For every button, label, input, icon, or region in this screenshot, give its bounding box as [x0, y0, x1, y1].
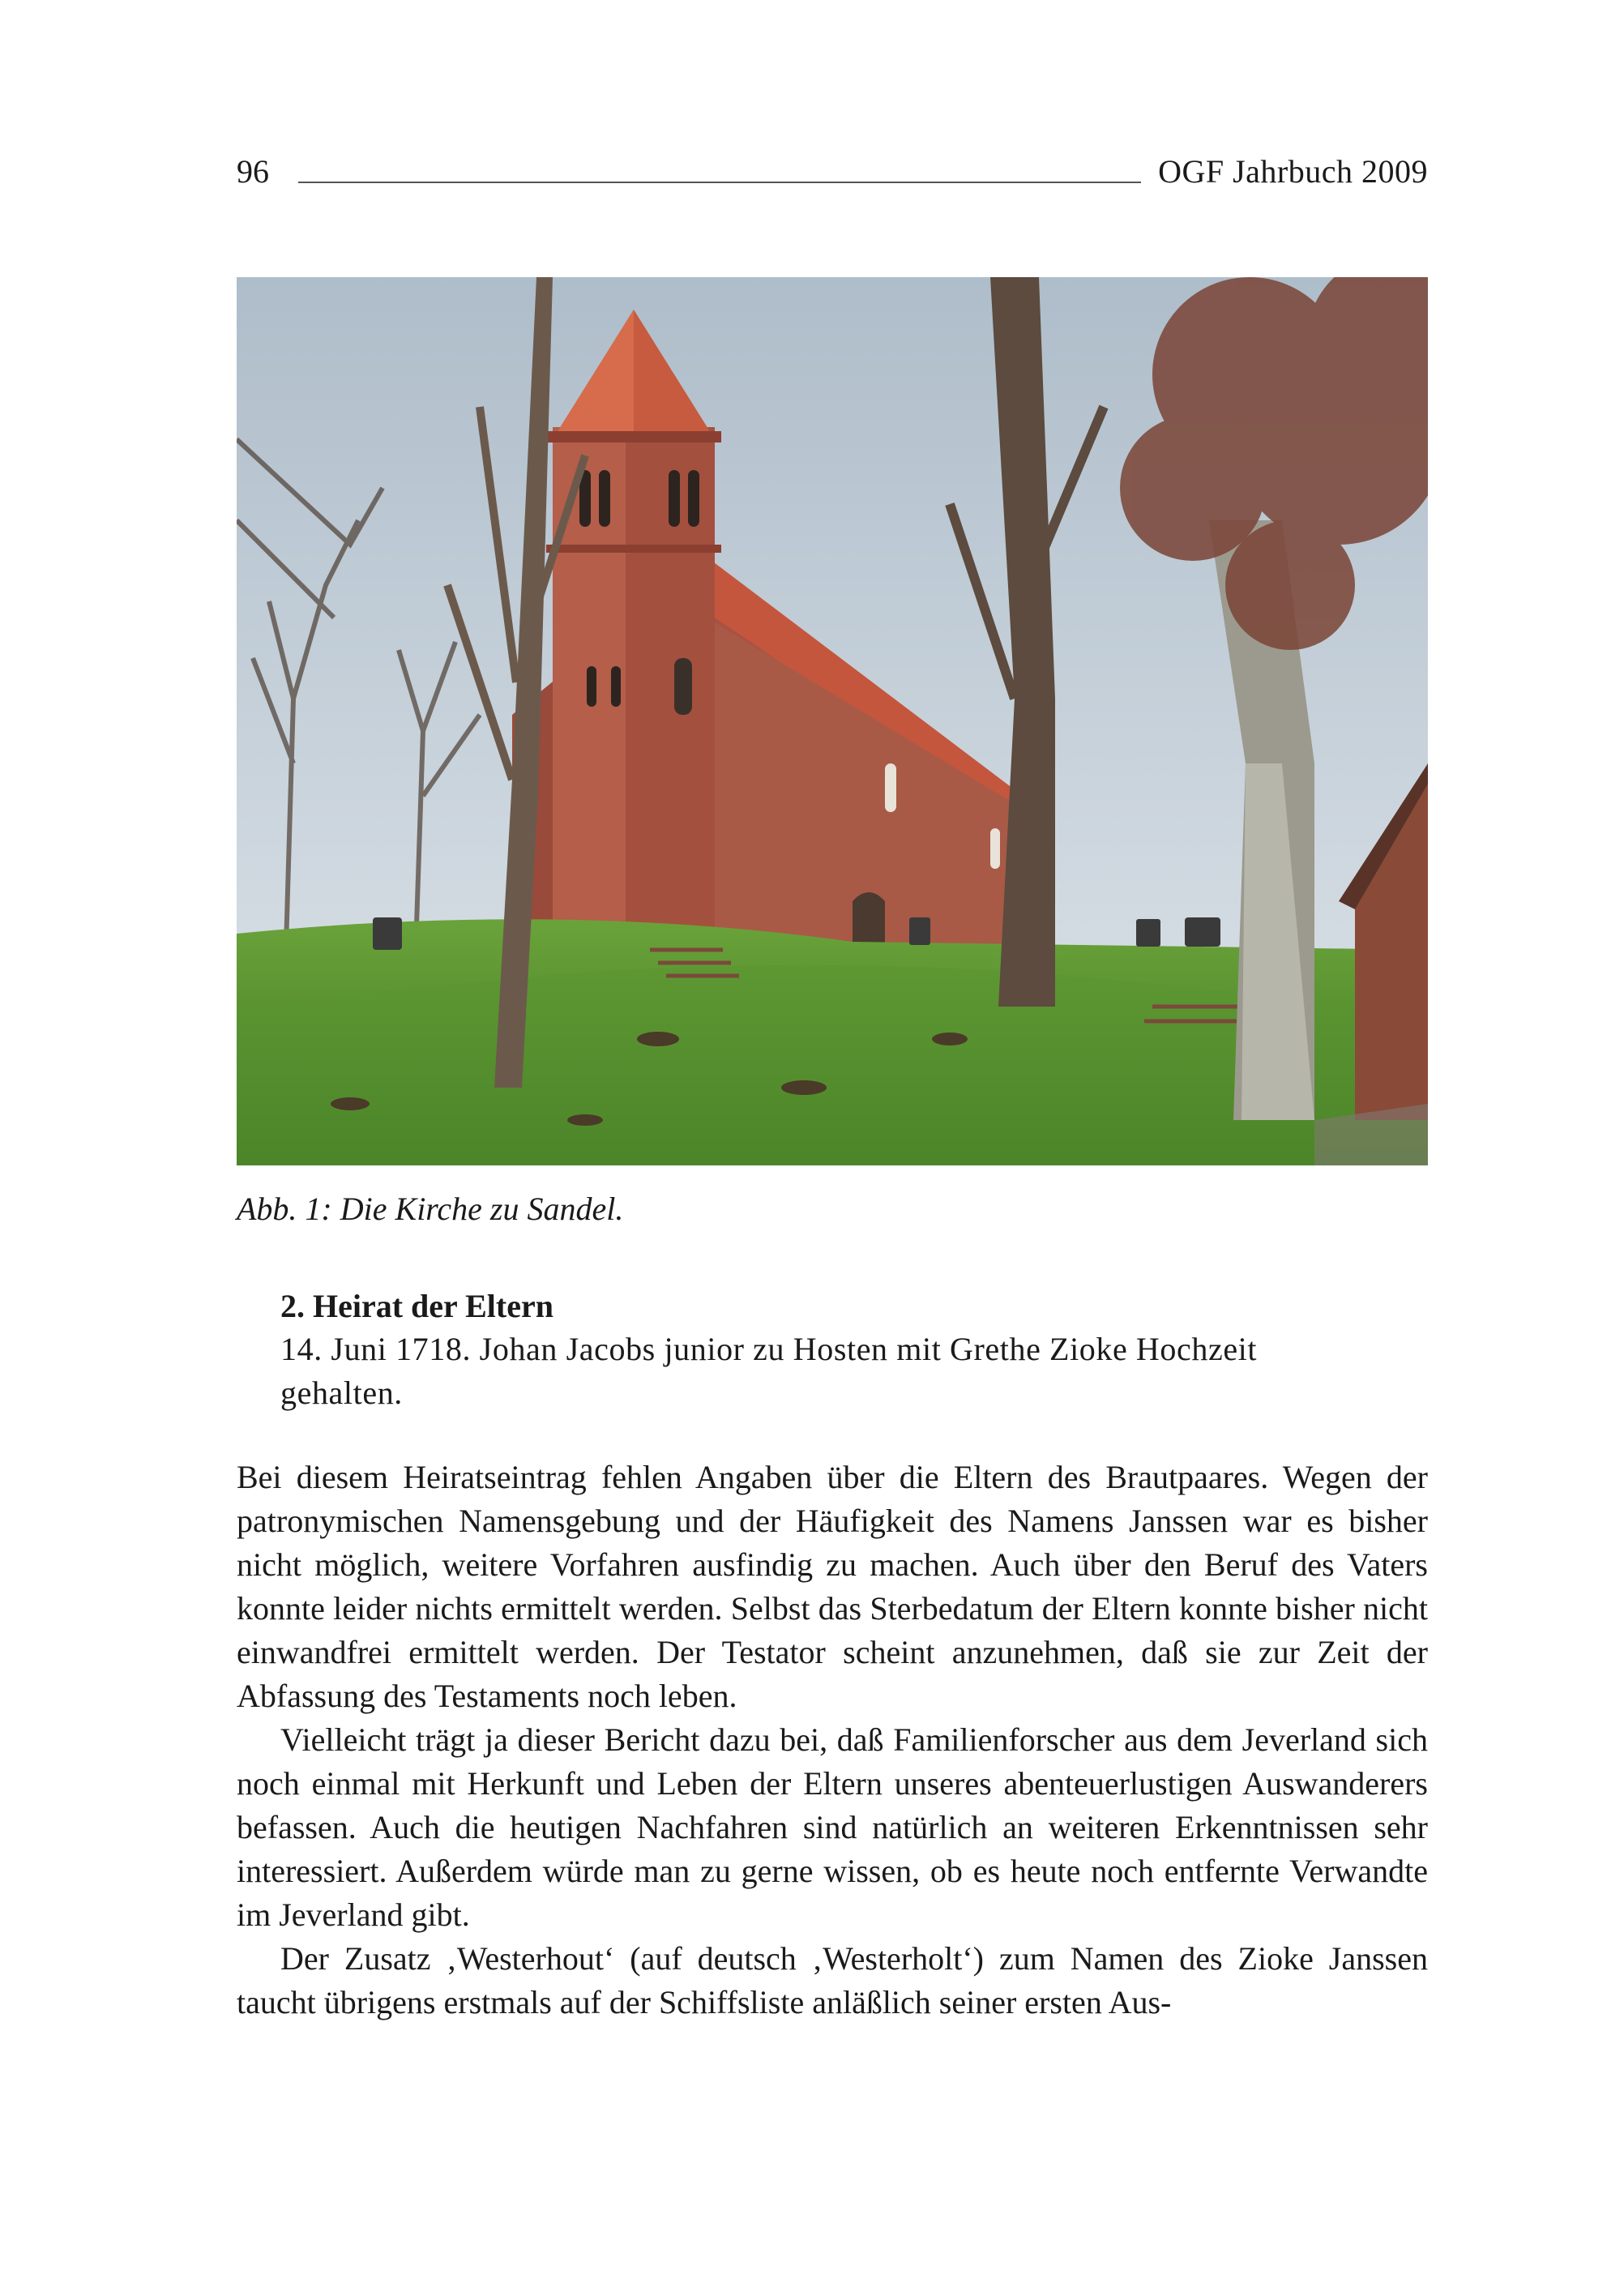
running-title: OGF Jahrbuch 2009	[1158, 153, 1428, 190]
body-paragraph: Bei diesem Heiratseintrag fehlen Angaben über die Eltern des Brautpaares. Wegen der patronymischen Namensgebung und der Häufigkeit des Namens Janssen war es bisher nicht möglich, weitere Vorfahren ausfindig zu machen. Auch über den Beruf des Vaters konnte leider nichts ermittelt werden. Selbst das Sterbedatum der Eltern konnte bisher nicht einwandfrei ermittelt werden. Der Testator scheint anzunehmen, daß sie zur Zeit der Abfassung des Testaments noch leben.	[237, 1459, 1428, 1714]
marriage-record-quote: 14. Juni 1718. Johan Jacobs junior zu Hosten mit Grethe Zioke Hochzeit gehalten.	[280, 1331, 1258, 1411]
section-heading: 2. Heirat der Eltern	[280, 1288, 553, 1324]
body-paragraph: Der Zusatz ‚Westerhout‘ (auf deutsch ‚Westerholt‘) zum Namen des Zioke Janssen taucht übrigens erstmals auf der Schiffsliste anläßlich seiner ersten Aus-	[237, 1940, 1428, 2020]
church-photo-drawing	[237, 277, 1428, 1165]
figure-caption: Abb. 1: Die Kirche zu Sandel.	[237, 1191, 624, 1227]
header-rule	[298, 182, 1141, 183]
page-number: 96	[237, 153, 269, 190]
body-paragraph: Vielleicht trägt ja dieser Bericht dazu bei, daß Familienforscher aus dem Jeverland sich noch einmal mit Herkunft und Leben der Eltern unseres abenteuerlustigen Auswanderers befassen. Auch die heutigen Nachfahren sind natürlich an weiteren Erkenntnissen sehr interessiert. Außerdem würde man zu gerne wissen, ob es heute noch entfernte Verwandte im Jeverland gibt.	[237, 1721, 1428, 1933]
church-photo	[237, 277, 1428, 1165]
running-header	[237, 151, 1428, 199]
